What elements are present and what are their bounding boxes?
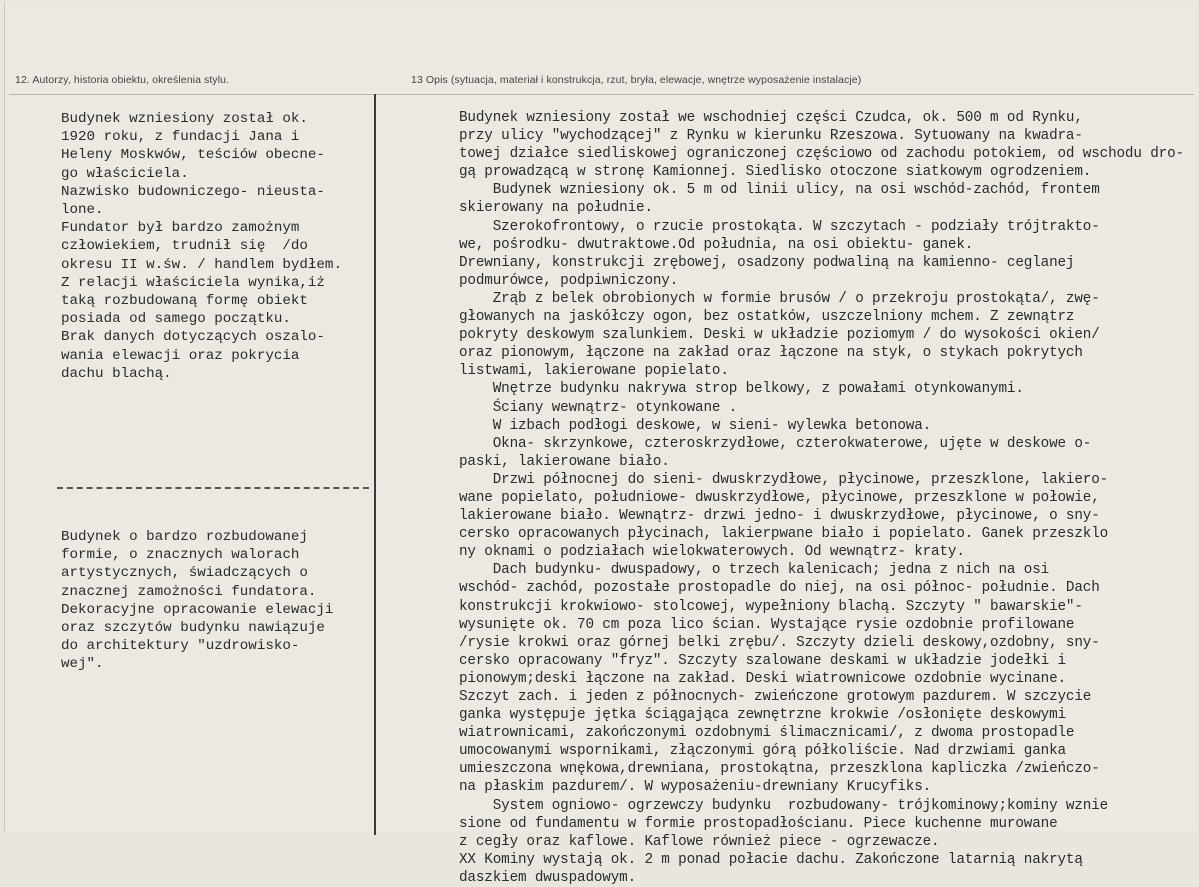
dashed-separator [57,487,369,489]
description-text: Budynek wzniesiony został we wschodniej części Czudca, ok. 500 m od Rynku, przy ulicy "wychodzącej" z Rynku w kierunku Rzeszowa. Sytuowany na kwadra- towej działce siedliskowej ograniczonej częściowo od zachodu potokiem, od wschodu dro- gą prowadzącą w stronę Kamionnej. Siedlisko otoczone siatkowym ogrodzeniem. Budynek wzniesiony ok. 5 m od linii ulicy, na osi wschód-zachód, frontem skierowany na południe. Szerokofrontowy, o rzucie prostokąta. W szczytach - podziały trójtrakto- we, pośrodku- dwutraktowe.Od południa, na osi obiektu- ganek. Drewniany, konstrukcji zrębowej, osadzony podwaliną na kamienno- ceglanej podmurówce, podpiwniczony. Zrąb z belek obrobionych w formie brusów / o przekroju prostokąta/, zwę- głowanych na jaskółczy ogon, bez ostatków, uszczelniony mchem. Z zewnątrz pokryty deskowym szalunkiem. Deski w układzie poziomym / do wysokości okien/ oraz pionowym, łączone na zakład oraz łączone na styk, o stykach pokrytych listwami, lakierowane popielato. Wnętrze budynku nakrywa strop belkowy, z powałami otynkowanymi. Ściany wewnątrz- otynkowane . W izbach podłogi deskowe, w sieni- wylewka betonowa. Okna- skrzynkowe, czteroskrzydłowe, czterokwaterowe, ujęte w deskowe o- paski, lakierowane biało. Drzwi północnej do sieni- dwuskrzydłowe, płycinowe, przeszklone, lakiero- wane popielato, południowe- dwuskrzydłowe, płycinowe, przeszklone w połowie, lakierowane biało. Wewnątrz- drzwi jedno- i dwuskrzydłowe, płycinowe, o sny- cersko opracowanych płycinach, lakierpwane biało i popielato. Ganek przeszklo ny oknami o podziałach wielokwaterowych. Od wewnątrz- kraty. Dach budynku- dwuspadowy, o trzech kalenicach; jedna z nich na osi wschód- zachód, pozostałe prostopadle do niej, na osi północ- południe. Dach konstrukcji krokwiowo- stolcowej, wypełniony blachą. Szczyty " bawarskie"- wysunięte ok. 70 cm poza lico ścian. Wystające rysie ozdobnie profilowane /rysie krokwi oraz górnej belki zrębu/. Szczyty dzieli deskowy,ozdobny, sny- cersko opracowany "fryz". Szczyty szalowane deskami w układzie jodełki i pionowym;deski łączone na zakład. Deski wiatrownicowe ozdobnie wycinane. Szczyt zach. i jeden z północnych- zwieńczone grotowym pazdurem. W szczycie ganka występuje jętka ściągająca zewnętrzne krokwie /osłonięte deskowymi wiatrownicami, zakończonymi ozdobnymi ślimacznicami/, z dwoma prostopadle umocowanymi wspornikami, złączonymi górą półkoliście. Nad drzwiami ganka umieszczona wnękowa,drewniana, prostokątna, przeszklona kapliczka /zwieńczo- na płaskim pazdurem/. W wyposażeniu-drewniany Krucyfiks. System ogniowo- ogrzewczy budynku rozbudowany- trójkominowy;kominy wznie sione od fundamentu w formie prostopadłościanu. Piece kuchenne murowane z cegły oraz kaflowe. Kaflowe również piece - ogrzewacze. XX Kominy wystają ok. 2 m ponad połacie dachu. Zakończone latarnią nakrytą daszkiem dwuspadowym. [459,110,1184,886]
style-text: Budynek o bardzo rozbudowanej formie, o znacznych walorach artystycznych, świadczących o znacznej zamożności fundatora. Dekoracyjne opracowanie elewacji oraz szczytów budynku nawiązuje do architektury "uzdrowisko- wej". [61,529,334,673]
history-text: Budynek wzniesiony został ok. 1920 roku, z fundacji Jana i Heleny Moskwów, teściów obecne- go właściciela. Nazwisko budowniczego- nieusta- lone. Fundator był bardzo zamożnym człowiekiem, trudnił się /do okresu II w.św. / handlem bydłem. Z relacji właściciela wynika,iż taką rozbudowaną formę obiekt posiada od samego początku. Brak danych dotyczących oszalo- wania elewacji oraz pokrycia dachu blachą. [61,111,342,382]
section-12-heading: 12. Autorzy, historia obiektu, określenia stylu. [15,74,230,86]
column-divider [374,94,376,835]
section-13-heading: 13 Opis (sytuacja, materiał i konstrukcja, rzut, bryła, elewacje, wnętrze wyposażenie instalacje) [411,74,862,86]
catalog-card [4,2,1198,886]
header-rule [9,94,1194,95]
